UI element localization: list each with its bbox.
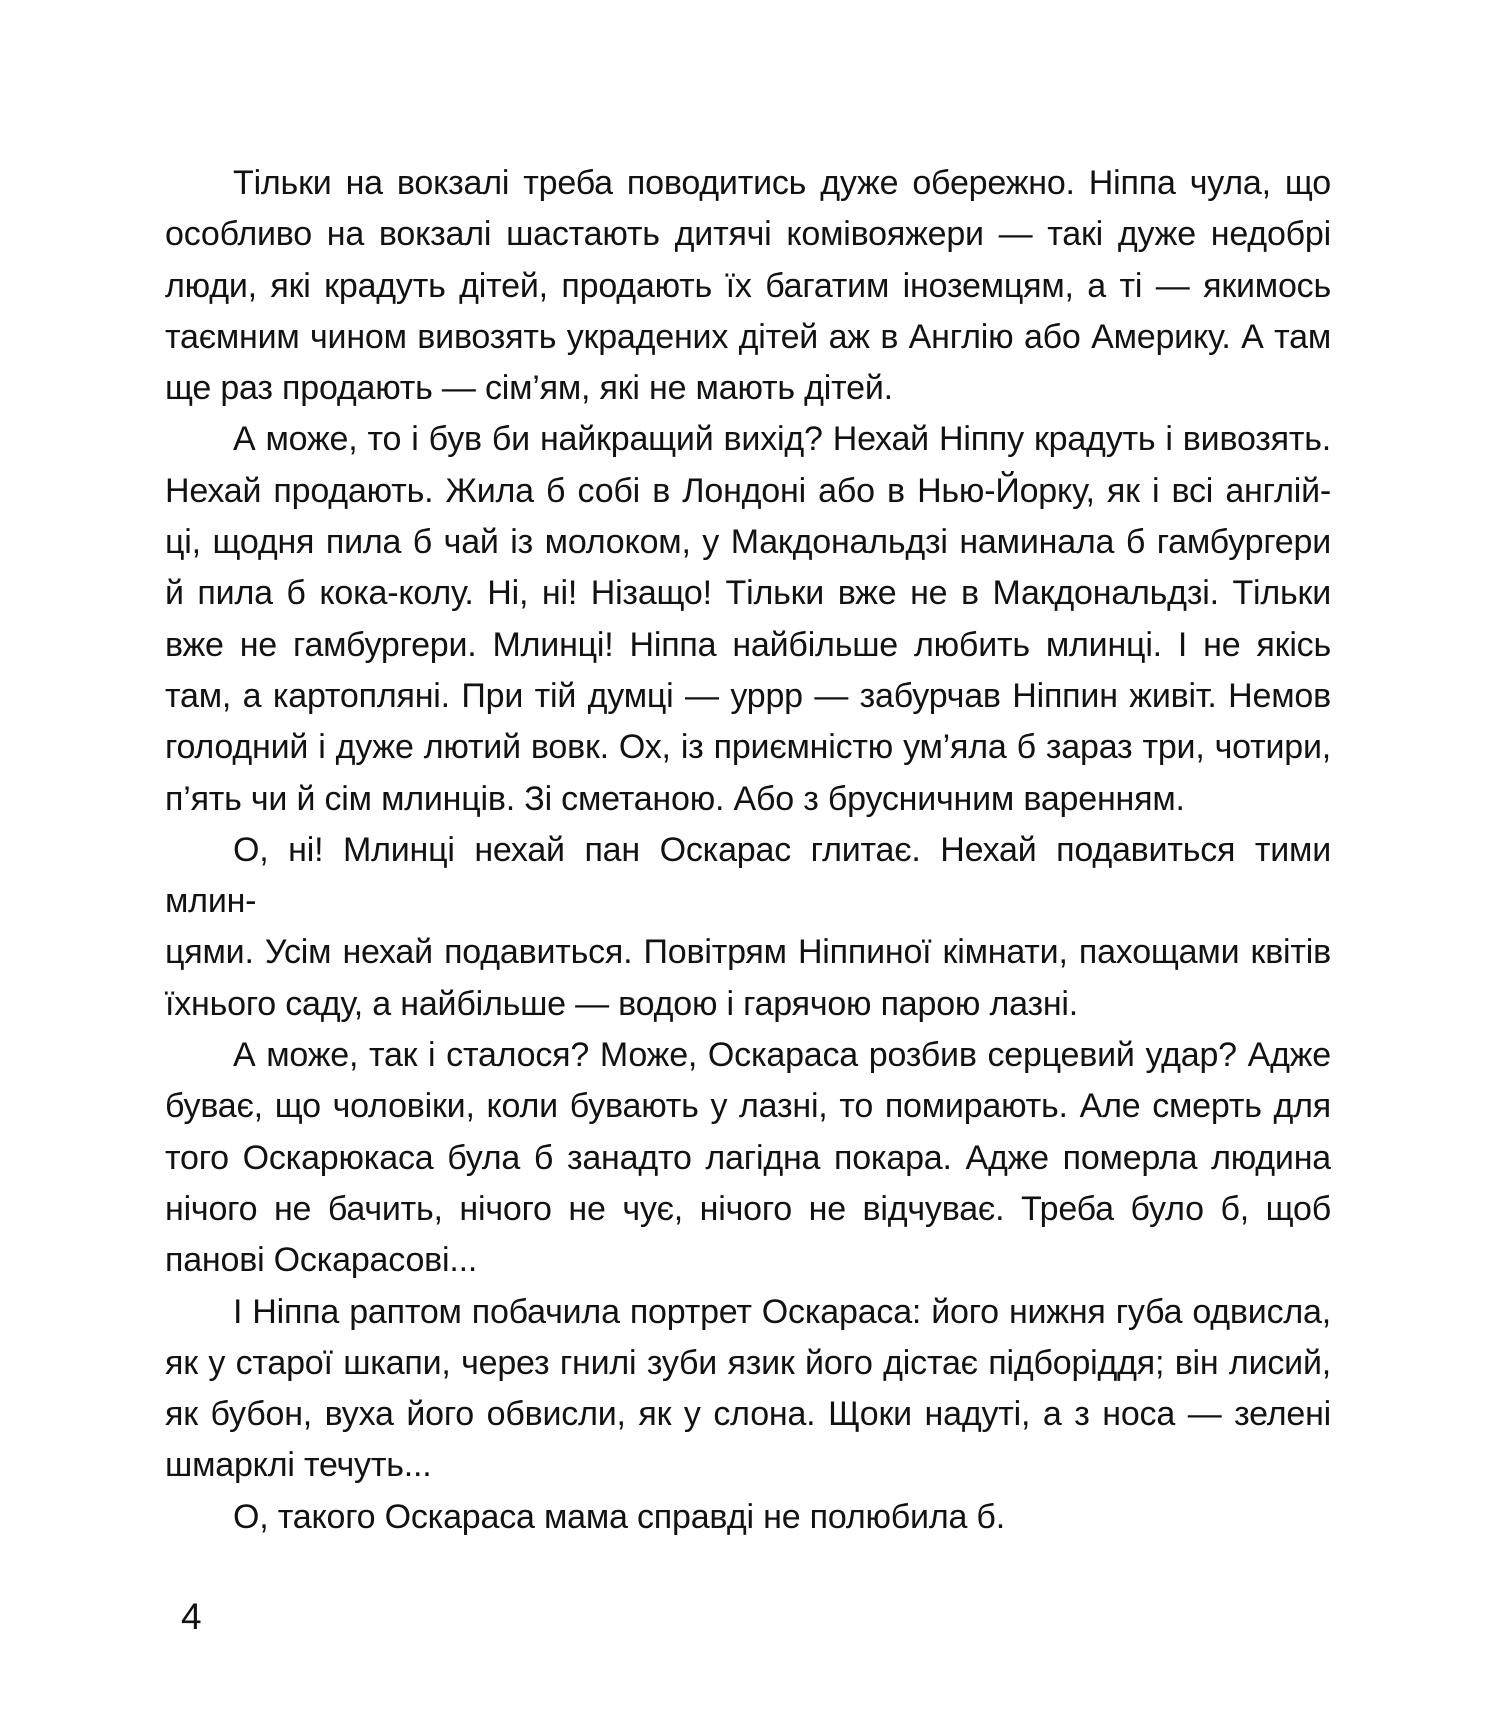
text-line: ще раз продають — сім’ям, які не мають дітей. xyxy=(165,369,893,408)
text-line: О, такого Оскараса мама справді не полюбила б. xyxy=(233,1497,1005,1536)
text-line: О, ні! Млинці нехай пан Оскарас глитає. Нехай подавиться тими млин- xyxy=(165,830,1331,921)
text-line: їхнього саду, а найбільше — водою і гарячою парою лазні. xyxy=(165,984,1079,1023)
text-line: цями. Усім нехай подавиться. Повітрям Ніппиної кімнати, пахощами квітів xyxy=(165,933,1331,972)
paragraph xyxy=(165,1492,1331,1543)
text-line: Нехай продають. Жила б собі в Лондоні або в Нью-Йорку, як і всі англій- xyxy=(165,471,1331,510)
paragraph xyxy=(165,1287,1331,1492)
page-number: 4 xyxy=(181,1596,202,1637)
text-line: ці, щодня пила б чай із молоком, у Макдональдзі наминала б гамбургери xyxy=(165,523,1331,562)
paragraph xyxy=(165,825,1331,1030)
text-line: люди, які крадуть дітей, продають їх багатим іноземцям, а ті — якимось xyxy=(165,266,1331,305)
text-line: А може, так і сталося? Може, Оскараса розбив серцевий удар? Адже xyxy=(233,1036,1331,1075)
paragraph xyxy=(165,414,1331,824)
text-line: того Оскарюкаса була б занадто лагідна покара. Адже померла людина xyxy=(165,1138,1331,1177)
text-line: й пила б кока-колу. Ні, ні! Нізащо! Тільки вже не в Макдональдзі. Тільки xyxy=(165,574,1331,613)
text-line: таємним чином вивозять украдених дітей аж в Англію або Америку. А там xyxy=(165,317,1331,356)
paragraph xyxy=(165,158,1331,414)
text-line: п’ять чи й сім млинців. Зі сметаною. Або з брусничним варенням. xyxy=(165,779,1185,818)
text-line: як у старої шкапи, через гнилі зуби язик його дістає підборіддя; він лисий, xyxy=(165,1343,1331,1382)
text-line: шмарклі течуть... xyxy=(165,1446,432,1485)
text-line: як бубон, вуха його обвисли, як у слона. Щоки надуті, а з носа — зелені xyxy=(165,1395,1331,1434)
text-line: І Ніппа раптом побачила портрет Оскараса: його нижня губа одвисла, xyxy=(233,1292,1331,1331)
text-line: там, а картопляні. При тій думці — уррр — забурчав Ніппин живіт. Немов xyxy=(165,676,1331,715)
text-line: панові Оскарасові... xyxy=(165,1241,478,1280)
body-text xyxy=(165,158,1331,1543)
text-line: Тільки на вокзалі треба поводитись дуже обережно. Ніппа чула, що xyxy=(233,164,1331,202)
paragraph xyxy=(165,1030,1331,1286)
text-line: голодний і дуже лютий вовк. Ох, із приємністю ум’яла б зараз три, чотири, xyxy=(165,728,1331,767)
text-line: вже не гамбургери. Млинці! Ніппа найбільше любить млинці. І не якісь xyxy=(165,625,1331,664)
text-line: буває, що чоловіки, коли бувають у лазні, то помирають. Але смерть для xyxy=(165,1087,1331,1126)
text-line: нічого не бачить, нічого не чує, нічого не відчуває. Треба було б, щоб xyxy=(165,1189,1331,1228)
text-line: А може, то і був би найкращий вихід? Нехай Ніппу крадуть і вивозять. xyxy=(233,420,1331,459)
text-line: особливо на вокзалі шастають дитячі комівояжери — такі дуже недобрі xyxy=(165,215,1331,254)
